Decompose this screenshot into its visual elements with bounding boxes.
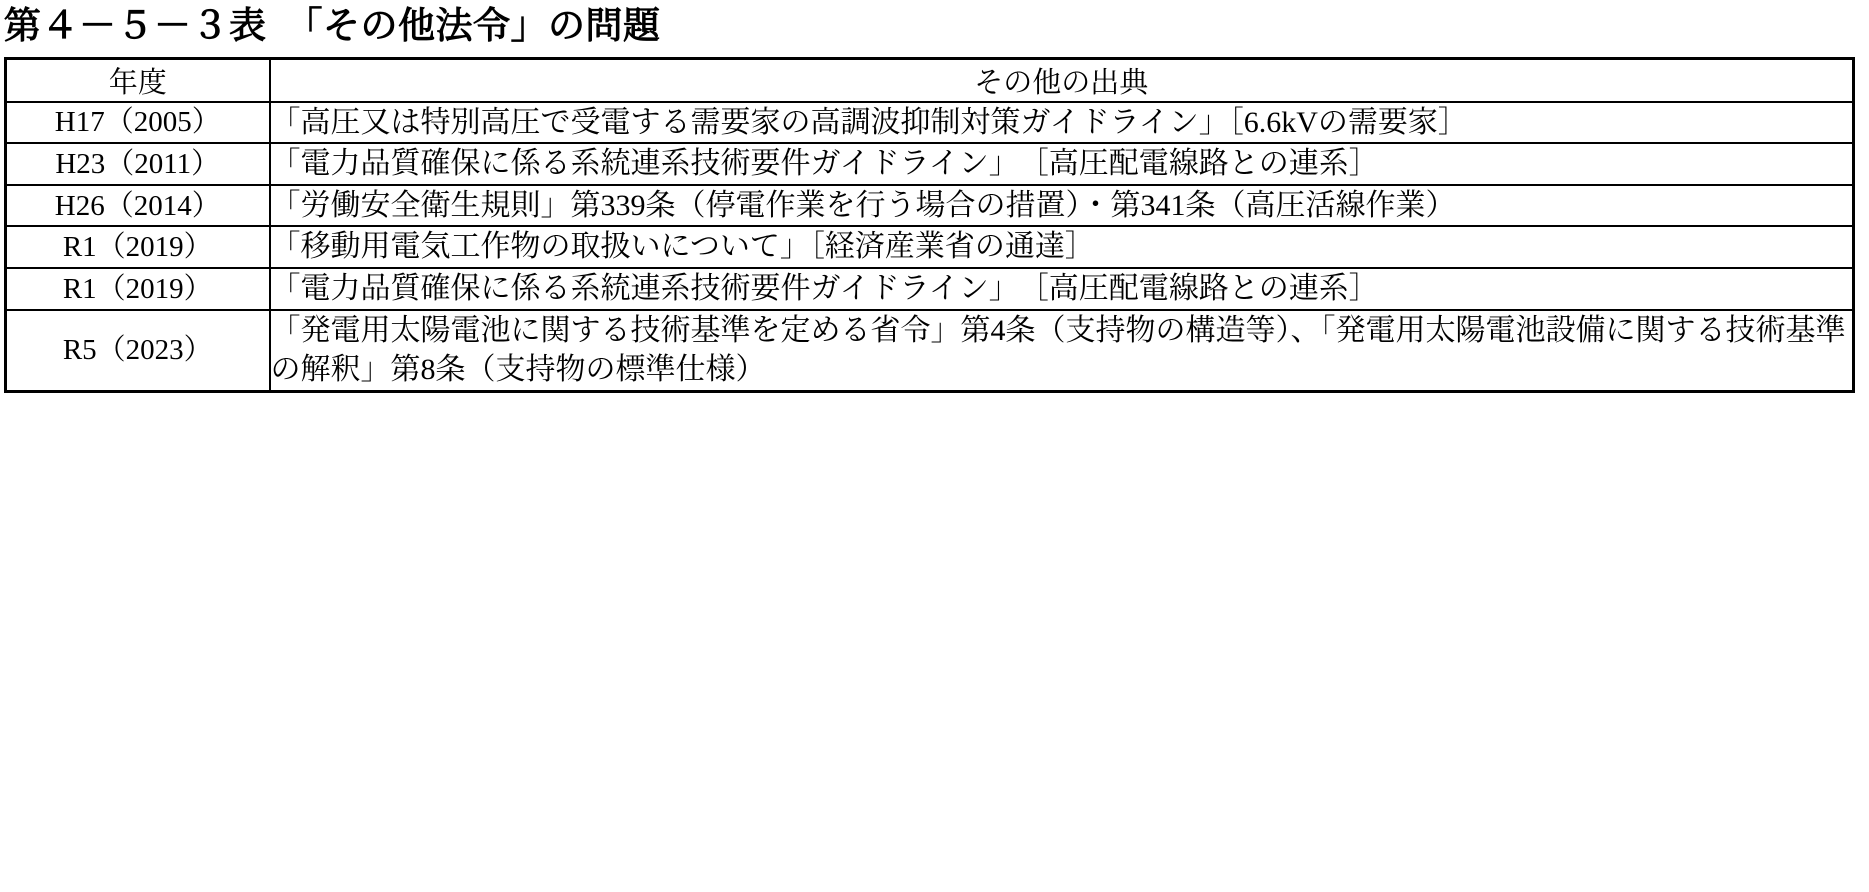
cell-year: R1（2019） bbox=[6, 268, 270, 310]
column-header-year: 年度 bbox=[6, 58, 270, 102]
cell-year: R1（2019） bbox=[6, 226, 270, 268]
cell-source: 「電力品質確保に係る系統連系技術要件ガイドライン」 ［高圧配電線路との連系］ bbox=[270, 268, 1854, 310]
cell-source: 「労働安全衛生規則」第339条（停電作業を行う場合の措置）・第341条（高圧活線作業） bbox=[270, 185, 1854, 227]
cell-source: 「電力品質確保に係る系統連系技術要件ガイドライン」 ［高圧配電線路との連系］ bbox=[270, 143, 1854, 185]
table-row bbox=[6, 102, 1854, 144]
table-row bbox=[6, 268, 1854, 310]
cell-year: R5（2023） bbox=[6, 310, 270, 392]
table-row bbox=[6, 226, 1854, 268]
document-page bbox=[0, 6, 1869, 892]
other-laws-table bbox=[4, 57, 1855, 393]
table-row bbox=[6, 185, 1854, 227]
cell-source: 「発電用太陽電池に関する技術基準を定める省令」第4条（支持物の構造等）、「発電用太陽電池設備に関する技術基準の解釈」第8条（支持物の標準仕様） bbox=[270, 310, 1854, 392]
cell-source: 「高圧又は特別高圧で受電する需要家の高調波抑制対策ガイドライン」［6.6kVの需要家］ bbox=[270, 102, 1854, 144]
cell-year: H23（2011） bbox=[6, 143, 270, 185]
table-row bbox=[6, 143, 1854, 185]
cell-source: 「移動用電気工作物の取扱いについて」［経済産業省の通達］ bbox=[270, 226, 1854, 268]
cell-year: H17（2005） bbox=[6, 102, 270, 144]
column-header-source: その他の出典 bbox=[270, 58, 1854, 102]
page-title: 第４－５－３表 「その他法令」の問題 bbox=[4, 4, 661, 47]
cell-year: H26（2014） bbox=[6, 185, 270, 227]
table-header-row bbox=[6, 58, 1854, 102]
table-row bbox=[6, 310, 1854, 392]
